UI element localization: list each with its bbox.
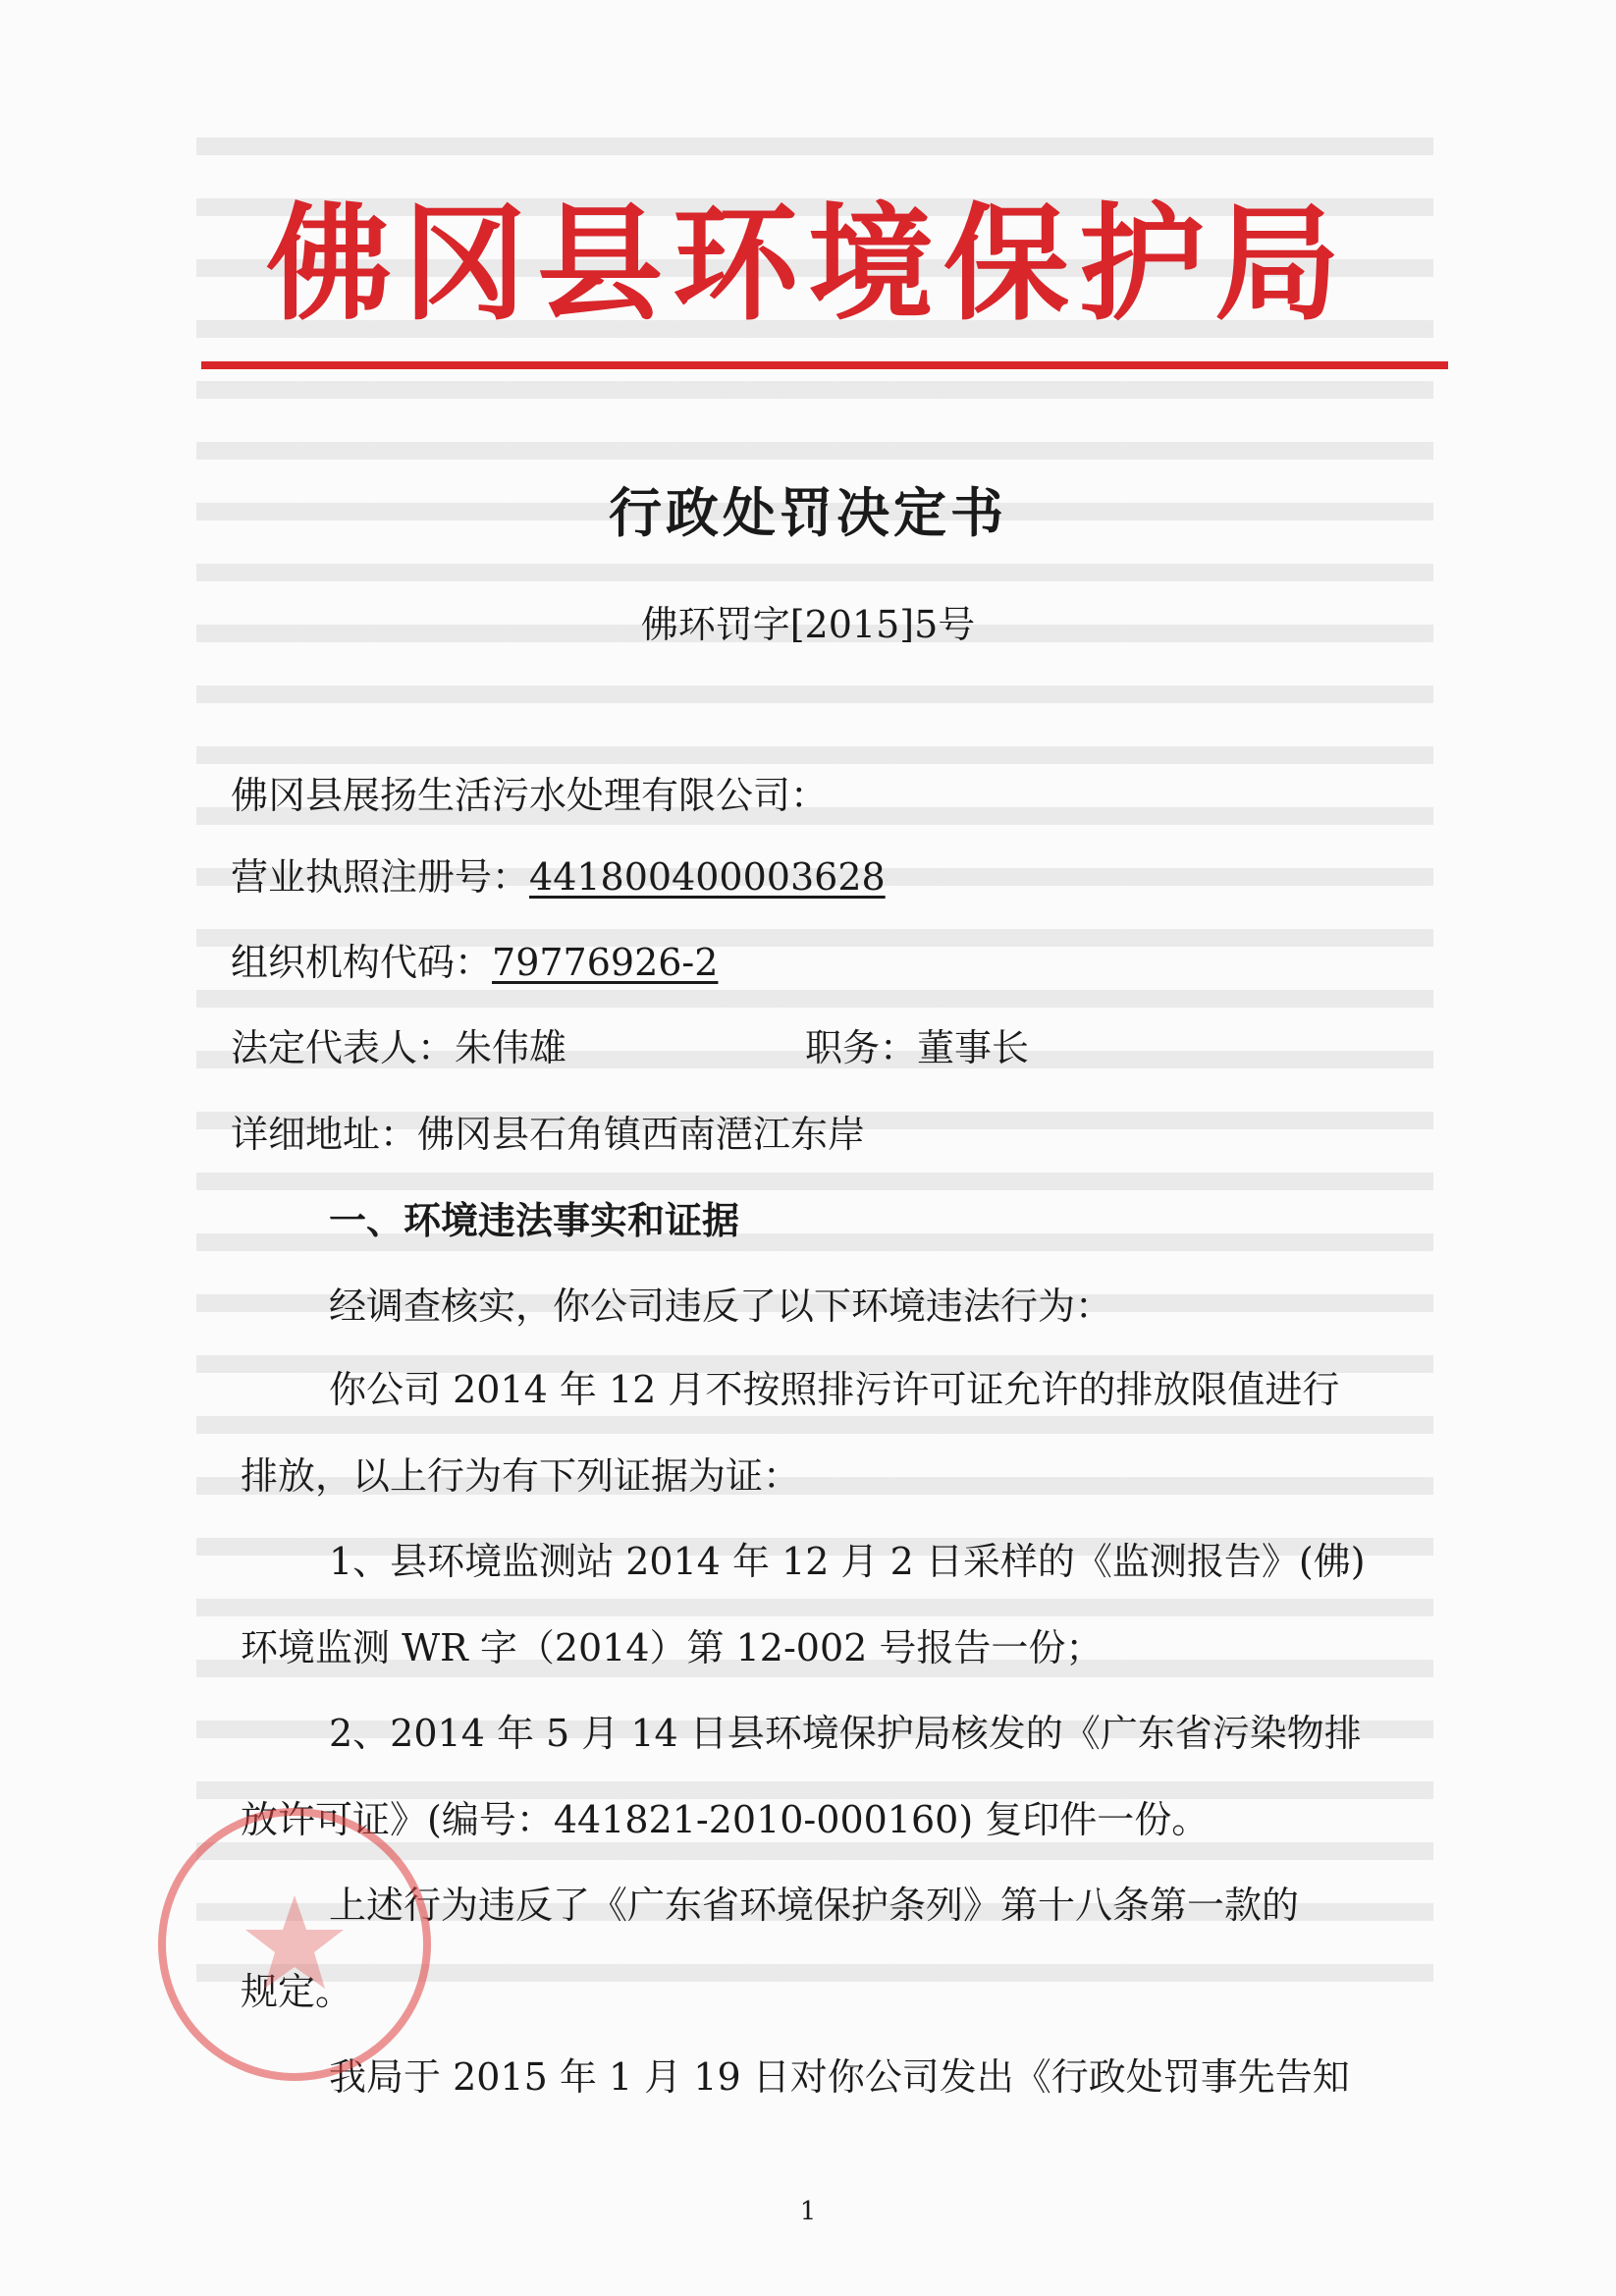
- legal-rep-label: 法定代表人：: [231, 1026, 456, 1069]
- position-label: 职务：: [805, 1026, 918, 1069]
- license-label: 营业执照注册号：: [231, 855, 530, 899]
- evidence-2-line1: 2、2014 年 5 月 14 日县环境保护局核发的《广东省污染物排: [329, 1712, 1362, 1755]
- license-row: [231, 852, 886, 902]
- legal-basis-line1: 上述行为违反了《广东省环境保护条列》第十八条第一款的: [329, 1884, 1300, 1927]
- address-row: [231, 1110, 865, 1159]
- position-value: 董事长: [917, 1026, 1030, 1069]
- page-number: 1: [799, 2197, 817, 2226]
- header-red-rule: [201, 361, 1448, 369]
- address-label: 详细地址：: [231, 1113, 418, 1156]
- paragraph-violation-line1: 你公司 2014 年 12 月不按照排污许可证允许的排放限值进行: [329, 1368, 1340, 1411]
- position-row: [805, 1023, 1029, 1072]
- legal-rep-row: [231, 1023, 566, 1072]
- evidence-1-line2: 环境监测 WR 字（2014）第 12-002 号报告一份；: [241, 1626, 1104, 1669]
- paragraph-finding: 经调查核实，你公司违反了以下环境违法行为：: [329, 1285, 1113, 1328]
- address-value: 佛冈县石角镇西南潖江东岸: [417, 1113, 866, 1156]
- org-code-label: 组织机构代码：: [231, 941, 493, 984]
- document-title: 行政处罚决定书: [609, 481, 1007, 544]
- legal-basis-line2: 规定。: [241, 1970, 353, 2013]
- license-value: 441800400003628: [529, 855, 886, 899]
- evidence-2-line2: 放许可证》(编号：441821-2010-000160) 复印件一份。: [241, 1798, 1210, 1841]
- legal-rep-value: 朱伟雄: [455, 1026, 567, 1069]
- evidence-1-line1: 1、县环境监测站 2014 年 12 月 2 日采样的《监测报告》(佛): [329, 1540, 1366, 1583]
- paragraph-violation-line2: 排放，以上行为有下列证据为证：: [241, 1454, 801, 1498]
- org-code-row: [231, 938, 718, 987]
- document-number: 佛环罚字[2015]5号: [640, 603, 976, 646]
- org-code-value: 79776926-2: [492, 941, 719, 984]
- issuing-authority-header: 佛冈县环境保护局: [265, 191, 1350, 338]
- party-name: 佛冈县展扬生活污水处理有限公司：: [231, 774, 829, 817]
- section-heading-violation-facts: 一、环境违法事实和证据: [329, 1198, 740, 1242]
- notice-paragraph-line1: 我局于 2015 年 1 月 19 日对你公司发出《行政处罚事先告知: [329, 2055, 1350, 2099]
- official-seal-stamp: [147, 1797, 442, 2092]
